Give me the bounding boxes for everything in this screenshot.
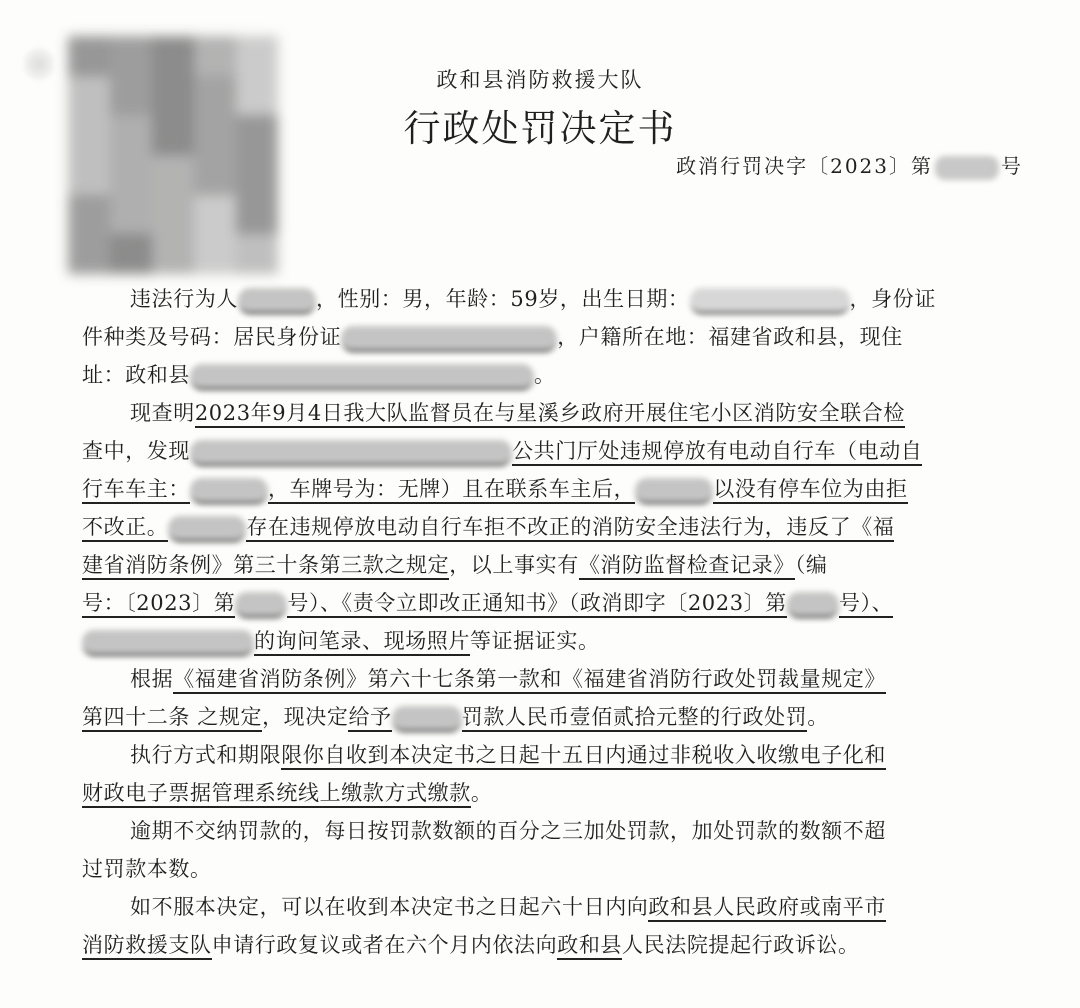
body-line: 件种类及号码：居民身份证 ，户籍所在地：福建省政和县，现住 [82, 320, 903, 354]
body-line: 建省消防条例》第三十条第三款之规定，以上事实有《消防监督检查记录》（编 [82, 548, 828, 582]
body-line: 执行方式和期限限你自收到本决定书之日起十五日内通过非税收入收缴电子化和 [130, 738, 886, 772]
body-line: 逾期不交纳罚款的，每日按罚款数额的百分之三加处罚款，加处罚款的数额不超 [130, 819, 886, 843]
redacted-birthdate [690, 288, 850, 314]
body-line: 违法行为人 ，性别：男，年龄：59岁，出生日期： ，身份证 [130, 282, 936, 316]
redacted-location [190, 440, 512, 466]
redacted-notice-number [787, 592, 839, 618]
redacted-owner [190, 478, 268, 504]
redacted-id-number [341, 326, 557, 352]
body-line: 消防救援支队申请行政复议或者在六个月内依法向政和县人民法院提起行政诉讼。 [82, 928, 860, 962]
body-line: 不改正。 存在违规停放电动自行车拒不改正的消防安全违法行为，违反了《福 [82, 510, 894, 544]
body-line: 如不服本决定，可以在收到本决定书之日起六十日内向政和县人民政府或南平市 [130, 890, 886, 924]
redacted-person [82, 630, 254, 656]
redacted-record-number [235, 592, 287, 618]
body-line: 号：〔2023〕第 号）、《责令立即改正通知书》（政消即字〔2023〕第 号）、 [82, 586, 893, 620]
body-line: 财政电子票据管理系统线上缴款方式缴款。 [82, 776, 492, 810]
redacted-address [190, 364, 534, 390]
body-line: 过罚款本数。 [82, 857, 212, 881]
body-line: 行车车主： ，车牌号为：无牌）且在联系车主后， 以没有停车位为由拒 [82, 472, 908, 506]
redacted-name [238, 288, 316, 314]
redacted-owner [635, 478, 713, 504]
redacted-penalized-party [392, 706, 462, 732]
body-line: 第四十二条 之规定，现决定给予 罚款人民币壹佰贰拾元整的行政处罚。 [82, 700, 829, 734]
body-line: 现查明2023年9月4日我大队监督员在与星溪乡政府开展住宅小区消防安全联合检 [130, 396, 905, 430]
agency-name: 政和县消防救援大队 [436, 68, 644, 92]
body-line: 根据《福建省消防条例》第六十七条第一款和《福建省消防行政处罚裁量规定》 [130, 662, 886, 696]
redacted-owner [168, 516, 246, 542]
body-line: 的询问笔录、现场照片等证据证实。 [82, 624, 600, 658]
body-line: 址：政和县 。 [82, 358, 556, 392]
document-number: 政消行罚决字〔2023〕第 号 [676, 154, 1023, 178]
body-line: 查中，发现 公共门厅处违规停放有电动自行车（电动自 [82, 434, 922, 468]
document-title: 行政处罚决定书 [403, 107, 677, 150]
